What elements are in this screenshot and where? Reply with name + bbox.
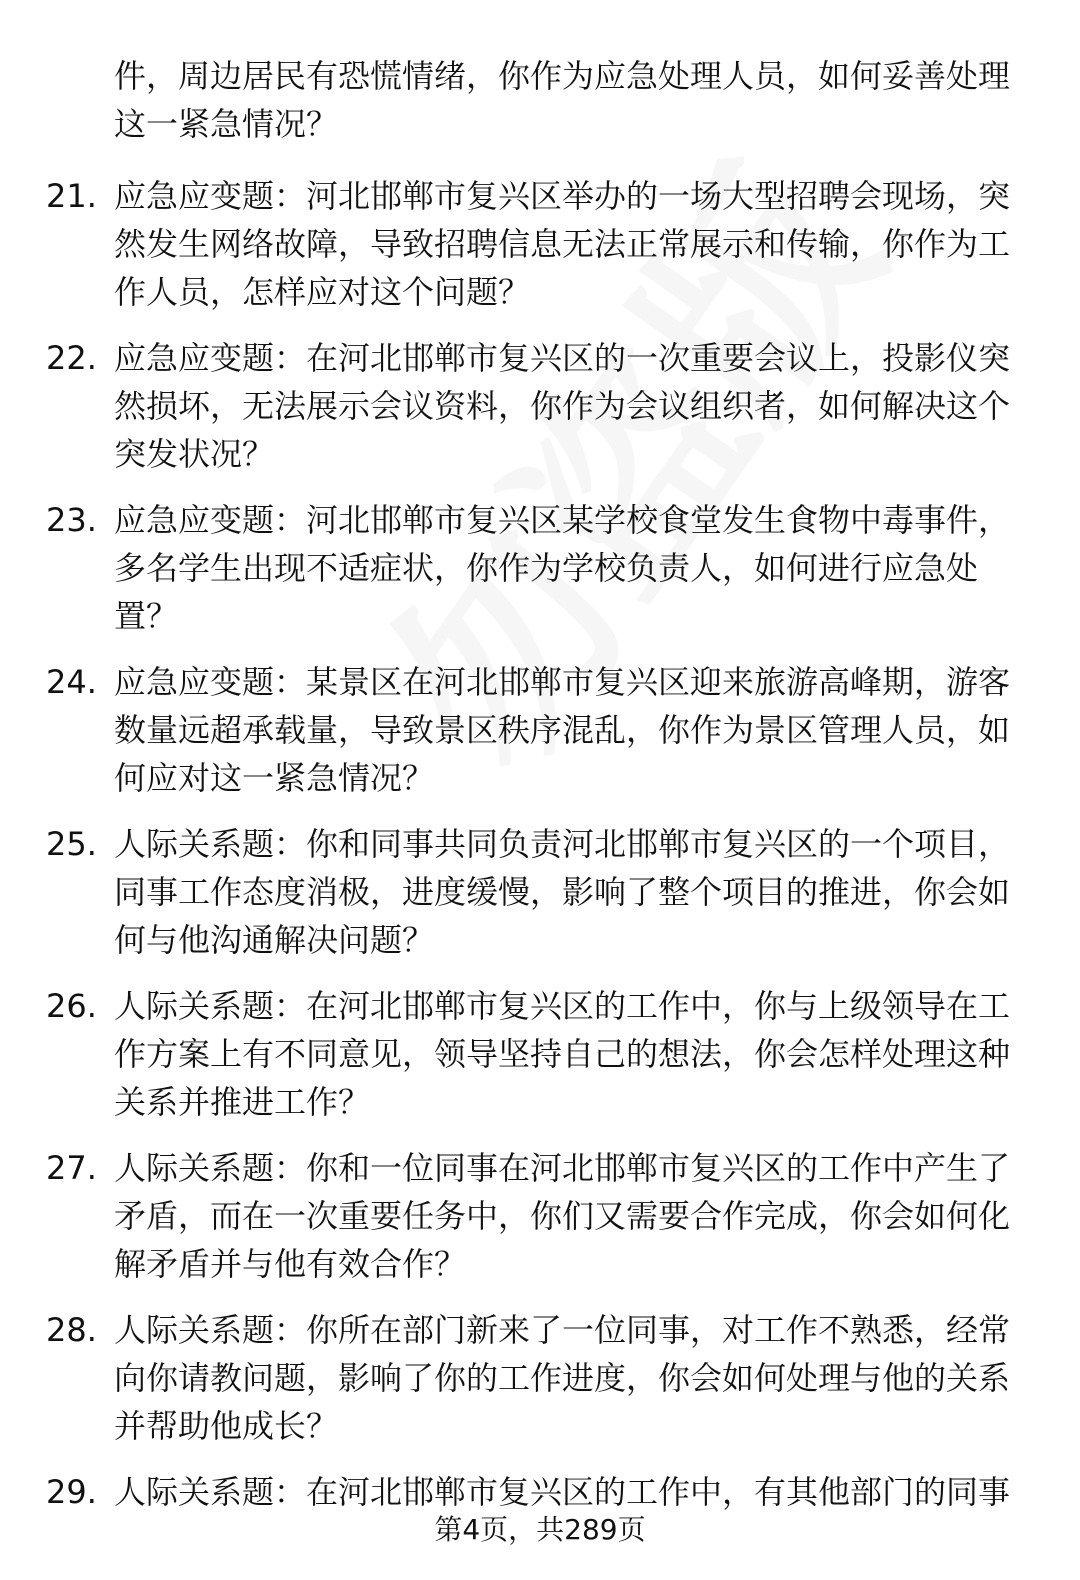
- question-item: [46, 820, 1036, 964]
- question-item: [46, 172, 1036, 316]
- question-number: 25.: [46, 825, 97, 863]
- question-item: [46, 334, 1036, 478]
- question-number: 29.: [46, 1473, 97, 1511]
- question-item: [46, 982, 1036, 1126]
- page-footer: 第4页，共289页: [434, 1513, 646, 1546]
- question-text: 人际关系题：在河北邯郸市复兴区的工作中，你与上级领导在工作方案上有不同意见，领导坚持自己的想法，你会怎样处理这种关系并推进工作？: [114, 987, 1011, 1121]
- question-number: 23.: [46, 501, 97, 539]
- question-text: 应急应变题：河北邯郸市复兴区举办的一场大型招聘会现场，突然发生网络故障，导致招聘信息无法正常展示和传输，你作为工作人员，怎样应对这个问题？: [114, 177, 1011, 311]
- question-item: [46, 496, 1036, 640]
- question-number: 26.: [46, 987, 97, 1025]
- question-text: 人际关系题：你所在部门新来了一位同事，对工作不熟悉，经常向你请教问题，影响了你的工作进度，你会如何处理与他的关系并帮助他成长？: [114, 1311, 1011, 1445]
- question-text: 应急应变题：某景区在河北邯郸市复兴区迎来旅游高峰期，游客数量远超承载量，导致景区秩序混乱，你作为景区管理人员，如何应对这一紧急情况？: [114, 663, 1011, 797]
- question-number: 24.: [46, 663, 97, 701]
- question-item: [46, 1306, 1036, 1450]
- question-text: 人际关系题：你和一位同事在河北邯郸市复兴区的工作中产生了矛盾，而在一次重要任务中，你们又需要合作完成，你会如何化解矛盾并与他有效合作？: [114, 1149, 1011, 1283]
- question-item: [46, 1144, 1036, 1288]
- question-item: [46, 658, 1036, 802]
- question-number: 21.: [46, 177, 97, 215]
- question-text: 人际关系题：你和同事共同负责河北邯郸市复兴区的一个项目，同事工作态度消极，进度缓慢，影响了整个项目的推进，你会如何与他沟通解决问题？: [114, 825, 1011, 959]
- continued-question-text: 件，周边居民有恐慌情绪，你作为应急处理人员，如何妥善处理这一紧急情况？: [114, 57, 1011, 143]
- question-text: 应急应变题：河北邯郸市复兴区某学校食堂发生食物中毒事件，多名学生出现不适症状，你作为学校负责人，如何进行应急处置？: [114, 501, 1011, 635]
- question-number: 27.: [46, 1149, 97, 1187]
- question-number: 22.: [46, 339, 97, 377]
- question-text: 应急应变题：在河北邯郸市复兴区的一次重要会议上，投影仪突然损坏，无法展示会议资料，你作为会议组织者，如何解决这个突发状况？: [114, 339, 1011, 473]
- question-number: 28.: [46, 1311, 97, 1349]
- question-text: 人际关系题：在河北邯郸市复兴区的工作中，有其他部门的同事: [114, 1473, 1011, 1511]
- question-item: [46, 1468, 1036, 1516]
